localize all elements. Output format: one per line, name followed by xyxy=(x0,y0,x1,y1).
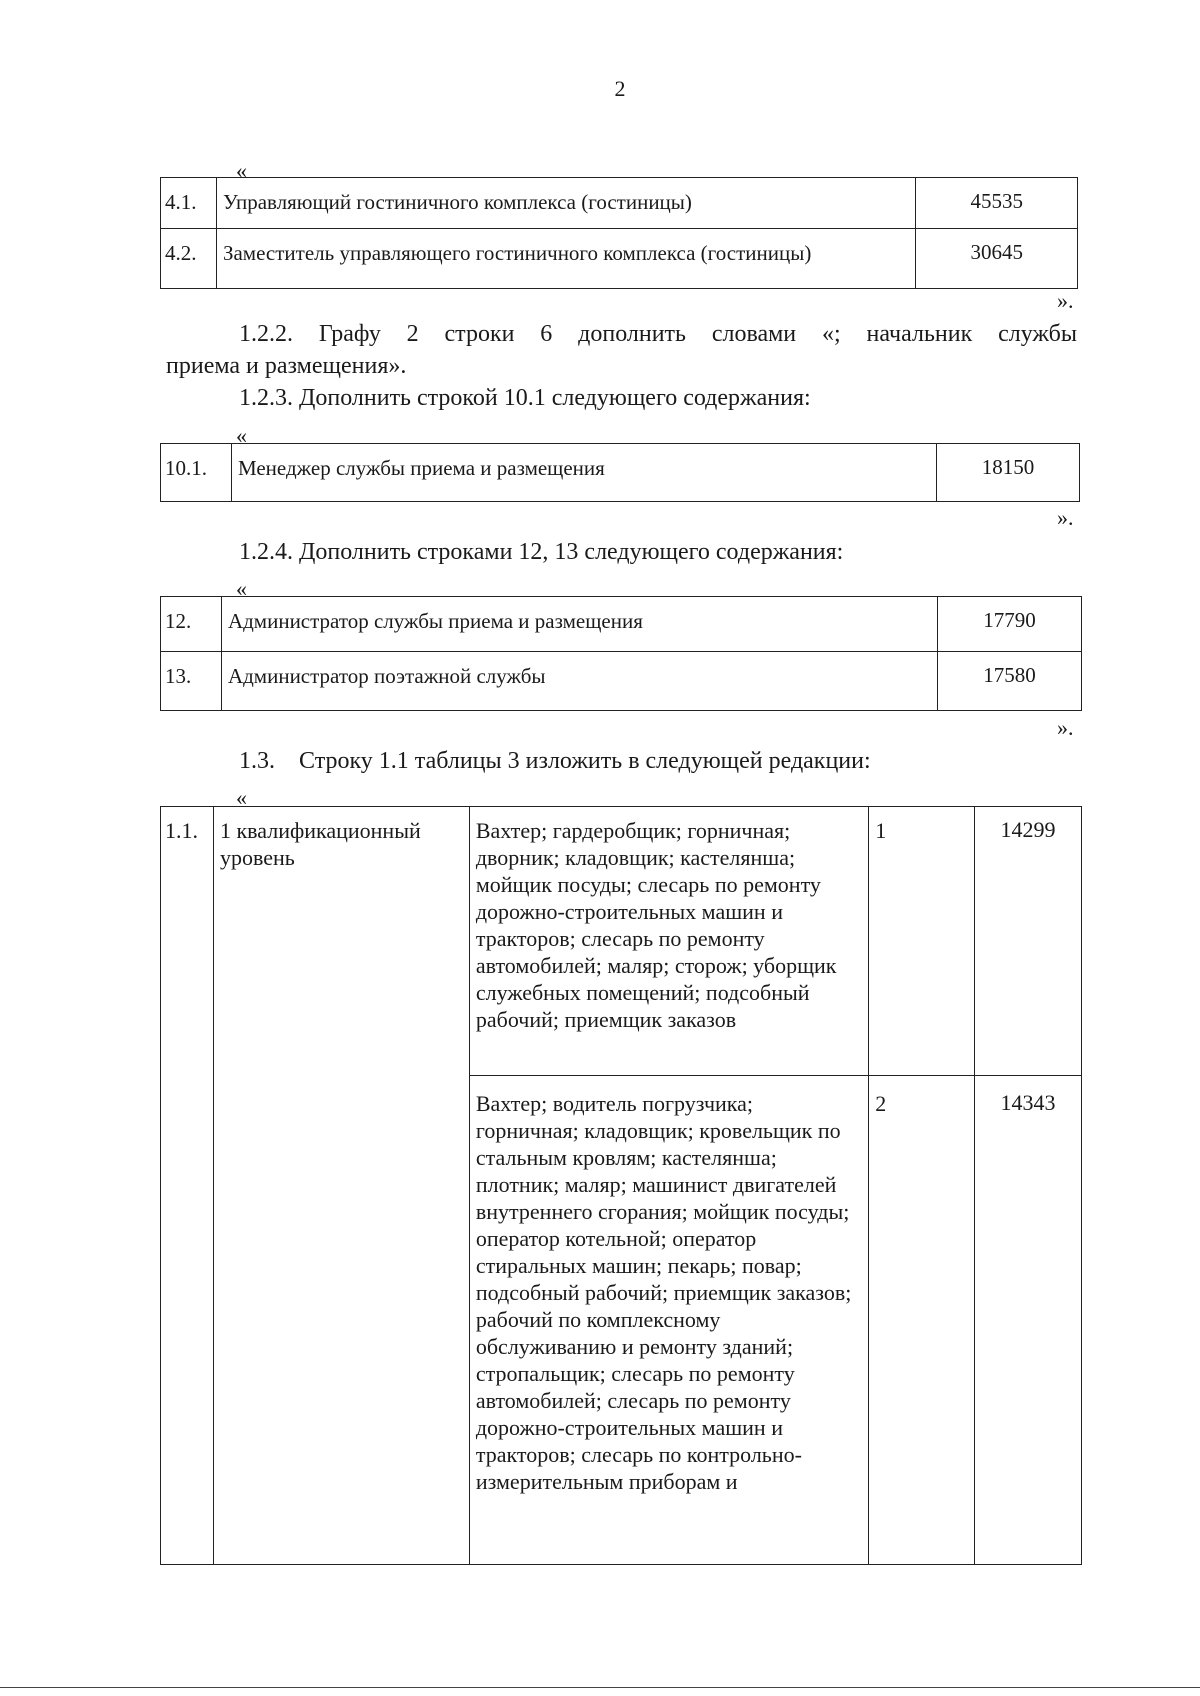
salary-value: 17580 xyxy=(983,663,1036,687)
salary-value: 45535 xyxy=(970,189,1023,213)
salary-value: 14299 xyxy=(1000,817,1056,842)
position-title: Менеджер службы приема и размещения xyxy=(237,456,605,480)
page-number: 2 xyxy=(614,76,626,101)
row-number: 4.2. xyxy=(165,241,197,265)
paragraph-1-2-3: 1.2.3. Дополнить строкой 10.1 следующего содержания: xyxy=(239,385,811,411)
table-qualification-level xyxy=(160,806,1082,1565)
close-quote: ». xyxy=(1057,288,1074,313)
professions-list: Вахтер; водитель погрузчика; горничная; кладовщик; кровельщик по стальным кровлям; кастелянша; плотник; маляр; машинист двигателей внутреннего сгорания; мойщик посуды; оператор котельной; оператор стиральных машин; пекарь; повар; подсобный рабочий; приемщик заказов; рабочий по комплексному обслуживанию и ремонту зданий; стропальщик; слесарь по ремонту автомобилей; слесарь по ремонту дорожно-строительных машин и тракторов; слесарь по контрольно-измерительным приборам и xyxy=(475,1091,852,1494)
table-row xyxy=(161,444,1080,502)
open-quote: « xyxy=(236,158,247,183)
open-quote: « xyxy=(236,576,247,601)
paragraph-1-2-2-line1: 1.2.2. Графу 2 строки 6 дополнить словами «; начальник службы xyxy=(239,321,1077,347)
grade-number: 2 xyxy=(875,1091,887,1116)
close-quote: ». xyxy=(1057,715,1074,740)
professions-list: Вахтер; гардеробщик; горничная; дворник; кладовщик; кастелянша; мойщик посуды; слесарь по ремонту дорожно-строительных машин и тракторов; слесарь по ремонту автомобилей; маляр; сторож; уборщик служебных помещений; подсобный рабочий; приемщик заказов xyxy=(475,818,837,1032)
row-number: 12. xyxy=(165,609,192,633)
paragraph-1-3: 1.3. Строку 1.1 таблицы 3 изложить в следующей редакции: xyxy=(239,748,871,774)
row-number: 13. xyxy=(165,664,192,688)
grade-number: 1 xyxy=(875,818,887,843)
scan-edge-line xyxy=(0,1687,1200,1688)
table-row xyxy=(161,652,1082,711)
open-quote: « xyxy=(236,423,247,448)
table-hotel-management xyxy=(160,177,1078,289)
position-title: Управляющий гостиничного комплекса (гостиницы) xyxy=(222,190,692,214)
table-row xyxy=(161,229,1078,289)
paragraph-1-2-2-line2: приема и размещения». xyxy=(166,353,407,379)
salary-value: 30645 xyxy=(970,240,1023,264)
row-number: 1.1. xyxy=(165,818,198,843)
salary-value: 14343 xyxy=(1000,1090,1056,1115)
table-row xyxy=(161,597,1082,652)
row-number: 10.1. xyxy=(165,456,207,480)
position-title: Администратор службы приема и размещения xyxy=(227,609,643,633)
qualification-level: 1 квалификационный уровень xyxy=(219,818,421,870)
close-quote: ». xyxy=(1057,505,1074,530)
table-row xyxy=(161,178,1078,229)
salary-value: 17790 xyxy=(983,608,1036,632)
salary-value: 18150 xyxy=(981,455,1035,479)
open-quote: « xyxy=(236,785,247,810)
position-title: Заместитель управляющего гостиничного комплекса (гостиницы) xyxy=(222,241,812,265)
table-administrator-rows xyxy=(160,596,1082,711)
paragraph-1-2-4: 1.2.4. Дополнить строками 12, 13 следующего содержания: xyxy=(239,539,844,565)
table-manager-row xyxy=(160,443,1080,502)
table-row xyxy=(161,807,1082,1076)
row-number: 4.1. xyxy=(165,190,197,214)
position-title: Администратор поэтажной службы xyxy=(227,664,546,688)
